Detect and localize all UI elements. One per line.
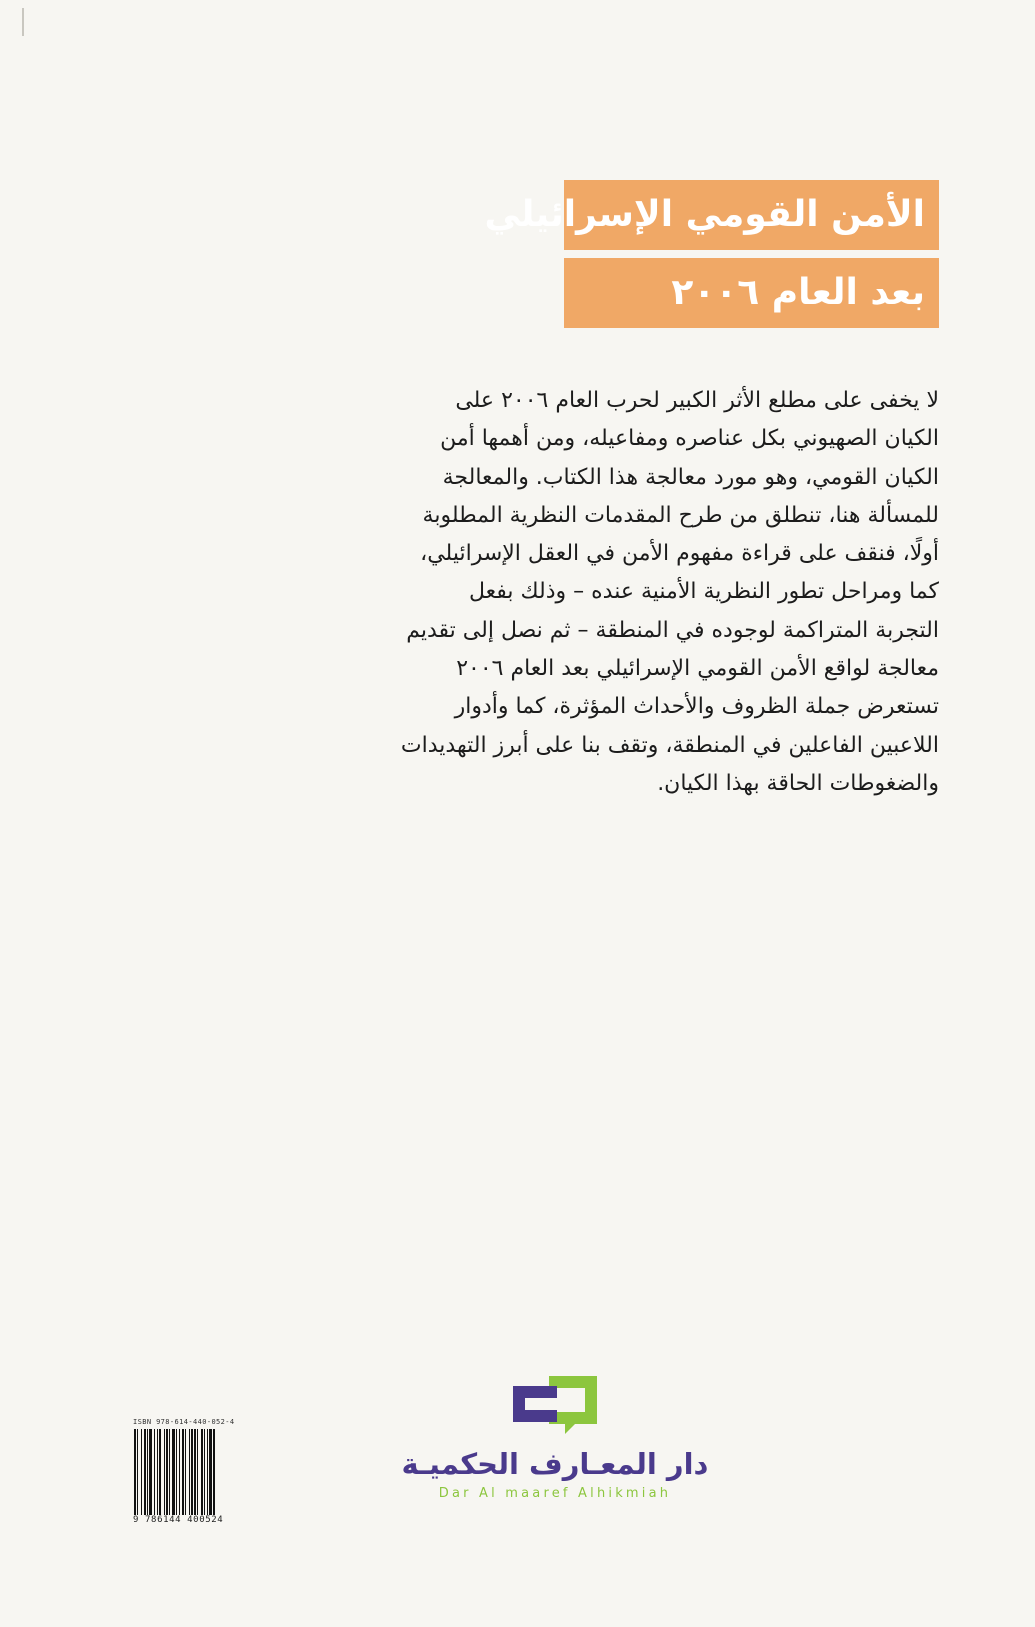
barcode-bar [201, 1429, 203, 1515]
publisher-logo-icon [509, 1374, 601, 1436]
barcode-digits: 9 786144 400524 [133, 1515, 224, 1525]
barcode-bar [185, 1429, 186, 1515]
barcode-bar [213, 1429, 215, 1515]
blurb-line: معالجة لواقع الأمن القومي الإسرائيلي بعد العام ٢٠٠٦ [456, 656, 939, 682]
blurb-line: تستعرض جملة الظروف والأحداث المؤثرة، كما وأدوار [454, 694, 939, 720]
barcode-bar [164, 1429, 165, 1515]
barcode-bar [179, 1429, 180, 1515]
blurb-paragraph [400, 382, 939, 803]
barcode-bar [144, 1429, 146, 1515]
blurb-line: الكيان الصهيوني بكل عناصره ومفاعيله، ومن أهمها أمن [440, 426, 939, 452]
title-line-1: الأمن القومي الإسرائيلي [564, 180, 939, 250]
blurb-line: والضغوطات الحاقة بهذا الكيان. [657, 770, 939, 796]
blurb-line: أولًا، فنقف على قراءة مفهوم الأمن في العقل الإسرائيلي، [420, 541, 939, 567]
blurb-line: لا يخفى على مطلع الأثر الكبير لحرب العام ٢٠٠٦ على [455, 388, 939, 413]
publisher-name-arabic: دار المعـارف الحكميـة [401, 1447, 709, 1481]
edge-mark [22, 8, 24, 36]
blurb-line: للمسألة هنا، تنطلق من طرح المقدمات النظرية المطلوبة [422, 502, 939, 528]
barcode-bar [147, 1429, 148, 1515]
publisher-name-english: Dar Al maaref Alhikmiah [438, 1486, 672, 1501]
barcode-bar [134, 1429, 136, 1515]
publisher-block [400, 1374, 710, 1501]
barcode-bar [176, 1429, 177, 1515]
blurb-line: الكيان القومي، وهو مورد معالجة هذا الكتاب. والمعالجة [442, 464, 939, 490]
isbn-label: ISBN 978-614-440-052-4 [133, 1418, 235, 1426]
barcode-bar [209, 1429, 212, 1515]
barcode-bar [141, 1429, 142, 1515]
isbn-barcode [133, 1418, 247, 1526]
barcode-bar [207, 1429, 208, 1515]
barcode-bar [191, 1429, 193, 1515]
blurb-line: كما ومراحل تطور النظرية الأمنية عنده – وذلك بفعل [468, 579, 939, 605]
title-block [484, 180, 939, 328]
blurb-line: التجربة المتراكمة لوجوده في المنطقة – ثم نصل إلى تقديم [406, 617, 939, 643]
barcode-bar [157, 1429, 158, 1515]
barcode-bar [149, 1429, 152, 1515]
barcode-bar [194, 1429, 196, 1515]
barcode-bars [133, 1429, 247, 1515]
barcode-bar [169, 1429, 170, 1515]
barcode-bar [189, 1429, 190, 1515]
barcode-bar [172, 1429, 175, 1515]
blurb-line: اللاعبين الفاعلين في المنطقة، وتقف بنا على أبرز التهديدات [400, 732, 939, 758]
barcode-bar [154, 1429, 155, 1515]
barcode-bar [166, 1429, 168, 1515]
barcode-bar [182, 1429, 184, 1515]
barcode-bar [159, 1429, 161, 1515]
barcode-bar [204, 1429, 205, 1515]
title-line-2: بعد العام ٢٠٠٦ [564, 258, 939, 328]
barcode-bar [137, 1429, 138, 1515]
barcode-bar [197, 1429, 198, 1515]
